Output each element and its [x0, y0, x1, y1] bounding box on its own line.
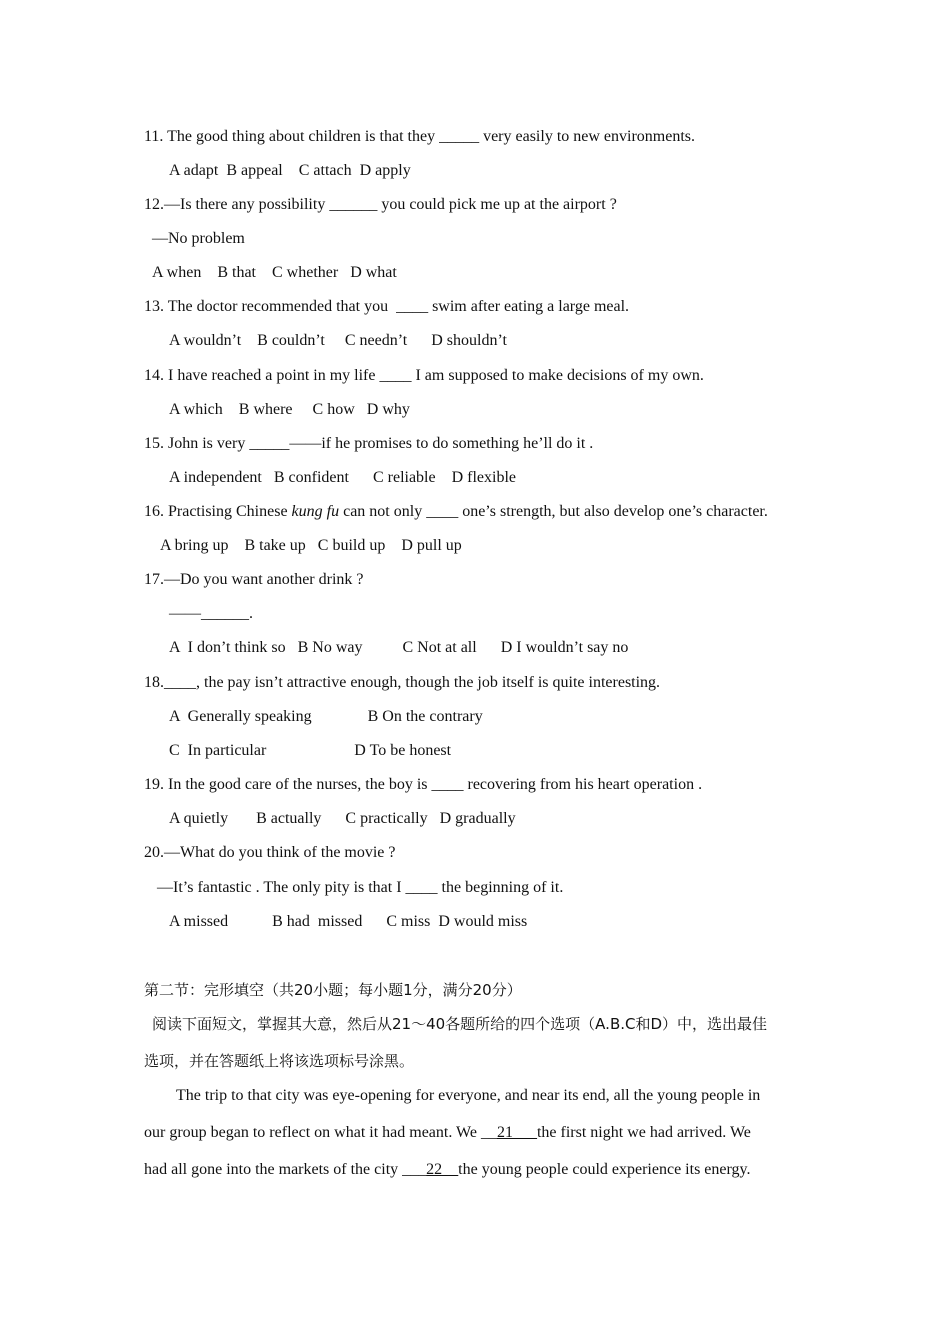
question-17-options: A I don’t think so B No way C Not at all D I wouldn’t say no	[169, 639, 629, 656]
question-12-options: A when B that C whether D what	[152, 264, 397, 281]
passage-line-2	[144, 1123, 751, 1143]
question-18-stem: 18.____, the pay isn’t attractive enough, though the job itself is quite interesting.	[144, 674, 661, 691]
passage-line-3-end: the young people could experience its energy.	[458, 1161, 751, 1178]
question-13-options: A wouldn’t B couldn’t C needn’t D shouldn’t	[169, 332, 507, 349]
blank-22: 22__	[426, 1161, 459, 1178]
question-20-stem: 20.—What do you think of the movie ?	[144, 844, 396, 861]
question-12-stem: 12.—Is there any possibility ______ you could pick me up at the airport ?	[144, 196, 617, 213]
passage-line-2-start: our group began to reflect on what it had meant. We __	[144, 1124, 497, 1141]
question-16-stem-end: can not only ____ one’s strength, but also develop one’s character.	[339, 503, 768, 520]
blank-21: 21___	[496, 1124, 537, 1141]
question-18-options-row-2: C In particular D To be honest	[169, 742, 452, 759]
question-11-options: A adapt B appeal C attach D apply	[169, 162, 411, 179]
section-2-instruction-line-2: 选项，并在答题纸上将该选项标号涂黑。	[144, 1052, 415, 1070]
question-11-stem: 11. The good thing about children is that they _____ very easily to new environments.	[144, 128, 696, 145]
question-19-options: A quietly B actually C practically D gradually	[169, 810, 516, 827]
question-16-stem-start: 16. Practising Chinese	[144, 503, 292, 520]
passage-line-3	[144, 1160, 751, 1180]
question-17-stem: 17.—Do you want another drink ?	[144, 571, 364, 588]
question-20-options: A missed B had missed C miss D would miss	[169, 913, 528, 930]
question-16-options: A bring up B take up C build up D pull up	[160, 537, 462, 554]
passage-line-2-end: the first night we had arrived. We	[536, 1124, 751, 1141]
question-14-stem: 14. I have reached a point in my life ____ I am supposed to make decisions of my own.	[144, 367, 704, 384]
question-20-reply: —It’s fantastic . The only pity is that I ____ the beginning of it.	[157, 879, 564, 896]
question-16-italic-term: kung fu	[291, 503, 340, 520]
question-18-options-row-1: A Generally speaking B On the contrary	[169, 708, 483, 725]
passage-line-1: The trip to that city was eye-opening for everyone, and near its end, all the young people in	[176, 1087, 761, 1104]
question-13-stem: 13. The doctor recommended that you ____ swim after eating a large meal.	[144, 298, 630, 315]
question-16-stem	[144, 502, 768, 522]
question-14-options: A which B where C how D why	[169, 401, 410, 418]
section-2-heading: 第二节：完形填空（共20小题；每小题1分，满分20分）	[144, 981, 522, 999]
question-15-options: A independent B confident C reliable D flexible	[169, 469, 517, 486]
section-2-instruction-line-1: 阅读下面短文，掌握其大意，然后从21～40各题所给的四个选项（A.B.C和D）中，选出最佳	[152, 1015, 768, 1033]
question-19-stem: 19. In the good care of the nurses, the boy is ____ recovering from his heart operation .	[144, 776, 703, 793]
question-17-reply: ——______.	[169, 605, 253, 622]
question-12-reply: —No problem	[152, 230, 245, 247]
question-15-stem: 15. John is very _____——if he promises to do something he’ll do it .	[144, 435, 594, 452]
passage-line-3-start: had all gone into the markets of the city ___	[144, 1161, 427, 1178]
